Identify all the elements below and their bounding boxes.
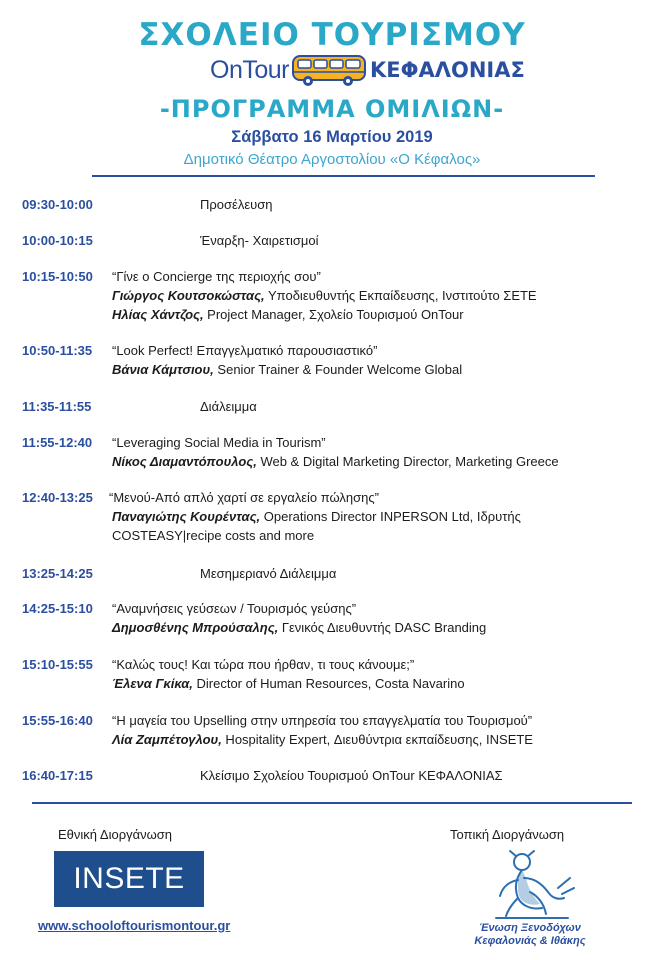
row-time: 13:25-14:25 [22,566,93,581]
speaker-role: Operations Director INPERSON Ltd, Ιδρυτής [260,509,521,524]
speaker-line [112,360,462,379]
row-title: “Μενού-Από απλό χαρτί σε εργαλείο πώλησης” [109,490,379,505]
event-date: Σάββατο 16 Μαρτίου 2019 [231,128,433,146]
speaker-line [112,305,464,324]
row-title: Διάλειμμα [200,399,257,414]
national-organizer-label: Εθνική Διοργάνωση [58,827,173,842]
row-time: 15:55-16:40 [22,713,93,728]
row-title: Προσέλευση [200,197,273,212]
speaker-role: Γενικός Διευθυντής DASC Branding [278,620,487,635]
row-title: “Γίνε ο Concierge της περιοχής σου” [112,269,321,284]
speaker-role: Director of Human Resources, Costa Navarino [192,676,465,691]
speaker-line [112,526,314,545]
row-time: 14:25-15:10 [22,601,93,616]
divider-bottom [32,802,632,804]
row-title: “Η μαγεία του Upselling στην υπηρεσία του επαγγελματία του Τουρισμού” [112,713,533,728]
bus-icon [290,52,368,93]
speaker-role: Senior Trainer & Founder Welcome Global [213,362,463,377]
header [0,18,664,88]
row-title: “Αναμνήσεις γεύσεων / Τουρισμός γεύσης” [112,601,357,616]
speaker-name: Ηλίας Χάντζος, [112,307,204,322]
row-time: 09:30-10:00 [22,197,93,212]
speaker-name: Δημοσθένης Μπρούσαλης, [112,620,279,635]
row-title: Έναρξη- Χαιρετισμοί [200,233,319,248]
association-line-1: Ένωση Ξενοδόχων [479,922,581,934]
brand-line [0,52,664,88]
hotel-association-name [454,922,606,948]
speaker-role: COSTEASY|recipe costs and more [112,528,315,543]
event-venue: Δημοτικό Θέατρο Αργοστολίου «Ο Κέφαλος» [183,151,481,168]
row-time: 11:55-12:40 [22,435,93,450]
row-time: 11:35-11:55 [22,399,92,414]
hermes-statue-icon [478,848,582,927]
row-title: Κλείσιμο Σχολείου Τουρισμού OnTour ΚΕΦΑΛΟΝΙΑΣ [200,768,503,783]
row-time: 12:40-13:25 [22,490,93,505]
kefalonias-brand: ΚΕΦΑΛΟΝΙΑΣ [370,58,525,82]
speaker-name: Παναγιώτης Κουρέντας, [112,509,261,524]
divider-top [92,175,595,177]
speaker-name: Βάνια Κάμτσιου, [112,362,214,377]
program-title: -ΠΡΟΓΡΑΜΜΑ ΟΜΙΛΙΩΝ- [159,95,505,123]
row-title: “Καλώς τους! Και τώρα που ήρθαν, τι τους κάνουμε;” [112,657,415,672]
speaker-name: Λία Ζαμπέτογλου, [112,732,222,747]
local-organizer-label: Τοπική Διοργάνωση [450,827,565,842]
row-time: 10:15-10:50 [22,269,93,284]
school-title: ΣΧΟΛΕΙΟ ΤΟΥΡΙΣΜΟΥ [138,17,526,53]
row-title: “Leveraging Social Media in Tourism” [112,435,326,450]
speaker-line [112,507,521,526]
association-line-2: Κεφαλονιάς & Ιθάκης [474,935,586,947]
ontour-brand: OnTour [210,56,289,84]
row-time: 10:00-10:15 [22,233,93,248]
speaker-role: Web & Digital Marketing Director, Marketing Greece [256,454,559,469]
speaker-line [112,618,486,637]
row-title: Μεσημεριανό Διάλειμμα [200,566,337,581]
website-link[interactable]: www.schooloftourismontour.gr [38,918,231,933]
speaker-line [112,674,465,693]
row-time: 10:50-11:35 [22,343,93,358]
insete-logo [54,851,204,907]
speaker-role: Υποδιευθυντής Εκπαίδευσης, Ινστιτούτο ΣΕΤΕ [264,288,537,303]
speaker-line [112,286,537,305]
row-time: 15:10-15:55 [22,657,93,672]
speaker-name: Νίκος Διαμαντόπουλος, [112,454,257,469]
insete-logo-text: INSETE [73,862,185,895]
row-title: “Look Perfect! Επαγγελματικό παρουσιαστικό” [112,343,378,358]
speaker-line [112,452,559,471]
speaker-role: Hospitality Expert, Διευθύντρια εκπαίδευσης, INSETE [221,732,533,747]
speaker-role: Project Manager, Σχολείο Τουρισμού OnTour [203,307,464,322]
row-time: 16:40-17:15 [22,768,93,783]
speaker-name: Έλενα Γκίκα, [112,676,193,691]
speaker-line [112,730,533,749]
speaker-name: Γιώργος Κουτσοκώστας, [112,288,265,303]
